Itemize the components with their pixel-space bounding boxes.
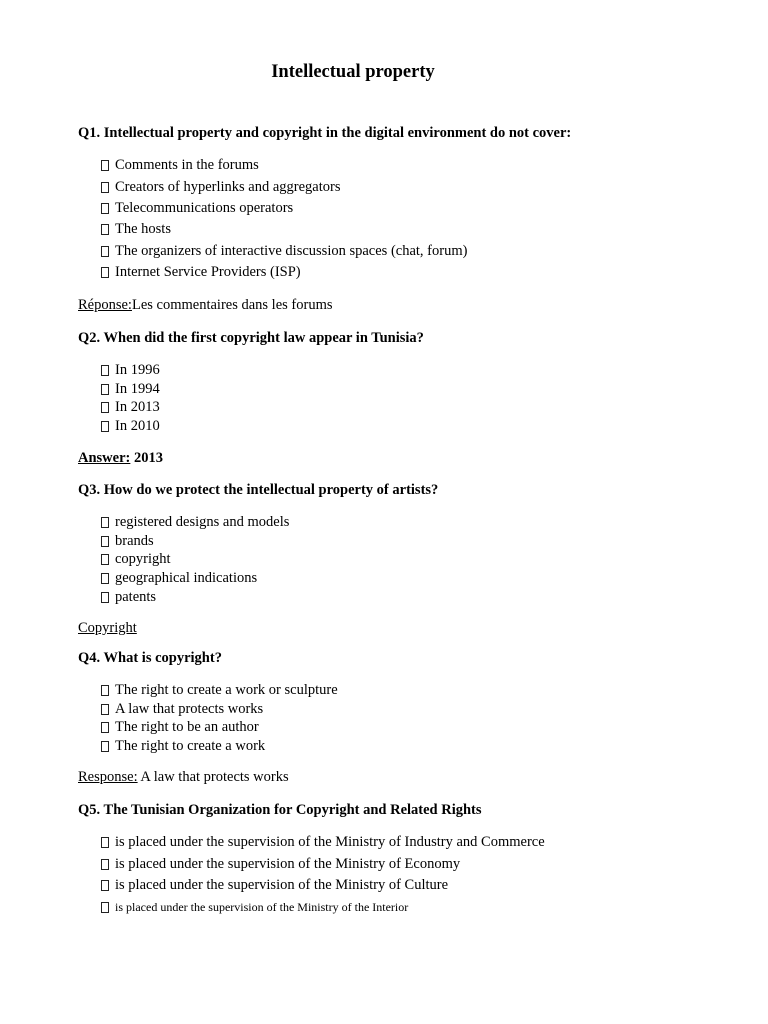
list-item[interactable] [101,681,338,700]
list-item[interactable] [101,399,160,418]
answer-4 [78,769,289,786]
answer-3 [78,620,137,637]
list-item[interactable] [101,241,467,262]
option-label: patents [115,589,157,606]
option-label: is placed under the supervision of the Ministry of Industry and Commerce [115,834,545,851]
list-item[interactable] [101,262,467,283]
checkbox-icon[interactable] [101,902,109,913]
option-label: In 1994 [115,380,160,397]
list-item[interactable] [101,551,289,570]
list-item[interactable] [101,155,467,176]
page-title: Intellectual property [271,62,435,82]
checkbox-icon[interactable] [101,365,109,376]
checkbox-icon[interactable] [101,741,109,752]
option-label: is placed under the supervision of the Ministry of the Interior [115,900,409,915]
option-label: In 2010 [115,418,160,435]
option-label: In 1996 [115,361,160,378]
checkbox-icon[interactable] [101,554,109,565]
option-label: The hosts [115,221,171,238]
list-item[interactable] [101,417,160,436]
checkbox-icon[interactable] [101,704,109,715]
checkbox-icon[interactable] [101,880,109,891]
option-label: In 2013 [115,399,160,416]
list-item[interactable] [101,897,545,919]
list-item[interactable] [101,719,338,738]
checkbox-icon[interactable] [101,859,109,870]
option-label: registered designs and models [115,513,290,530]
option-label: The right to create a work [115,738,266,755]
checkbox-icon[interactable] [101,203,109,214]
option-label: Telecommunications operators [115,199,294,216]
checkbox-icon[interactable] [101,224,109,235]
list-item[interactable] [101,569,289,588]
option-label: Creators of hyperlinks and aggregators [115,178,341,195]
list-item[interactable] [101,737,338,756]
list-item[interactable] [101,176,467,197]
list-item[interactable] [101,532,289,551]
list-item[interactable] [101,588,289,607]
option-label: A law that protects works [115,700,264,717]
list-item[interactable] [101,832,545,854]
answer-label: Response: [78,769,138,785]
checkbox-icon[interactable] [101,267,109,278]
list-item[interactable] [101,700,338,719]
checkbox-icon[interactable] [101,685,109,696]
list-item[interactable] [101,875,545,897]
question-2-options [101,361,160,436]
list-item[interactable] [101,219,467,240]
answer-2 [78,450,163,467]
option-label: Internet Service Providers (ISP) [115,264,301,281]
checkbox-icon[interactable] [101,573,109,584]
checkbox-icon[interactable] [101,384,109,395]
checkbox-icon[interactable] [101,837,109,848]
list-item[interactable] [101,380,160,399]
checkbox-icon[interactable] [101,592,109,603]
question-5: Q5. The Tunisian Organization for Copyright and Related Rights [78,802,482,818]
option-label: geographical indications [115,570,258,587]
checkbox-icon[interactable] [101,402,109,413]
question-1: Q1. Intellectual property and copyright in the digital environment do not cover: [78,125,572,141]
list-item[interactable] [101,198,467,219]
question-4-options [101,681,338,756]
checkbox-icon[interactable] [101,517,109,528]
checkbox-icon[interactable] [101,246,109,257]
checkbox-icon[interactable] [101,722,109,733]
question-3-options [101,513,289,607]
checkbox-icon[interactable] [101,421,109,432]
list-item[interactable] [101,361,160,380]
answer-value: 2013 [130,450,163,466]
option-label: The right to be an author [115,719,259,736]
checkbox-icon[interactable] [101,182,109,193]
question-5-options [101,832,545,918]
answer-label: Answer: [78,450,131,466]
question-1-options [101,155,467,283]
checkbox-icon[interactable] [101,160,109,171]
option-label: is placed under the supervision of the Ministry of Economy [115,855,461,872]
question-3: Q3. How do we protect the intellectual property of artists? [78,482,439,498]
option-label: Comments in the forums [115,157,259,174]
question-2: Q2. When did the first copyright law appear in Tunisia? [78,330,424,346]
answer-value: Copyright [78,620,137,636]
option-label: brands [115,532,154,549]
question-4: Q4. What is copyright? [78,650,222,666]
option-label: is placed under the supervision of the Ministry of Culture [115,877,449,894]
answer-1 [78,297,333,314]
checkbox-icon[interactable] [101,536,109,547]
answer-value: A law that protects works [137,769,289,785]
list-item[interactable] [101,854,545,876]
option-label: The organizers of interactive discussion spaces (chat, forum) [115,242,468,259]
option-label: The right to create a work or sculpture [115,681,338,698]
option-label: copyright [115,551,171,568]
list-item[interactable] [101,513,289,532]
answer-value: Les commentaires dans les forums [131,297,333,313]
answer-label: Réponse: [78,297,132,313]
